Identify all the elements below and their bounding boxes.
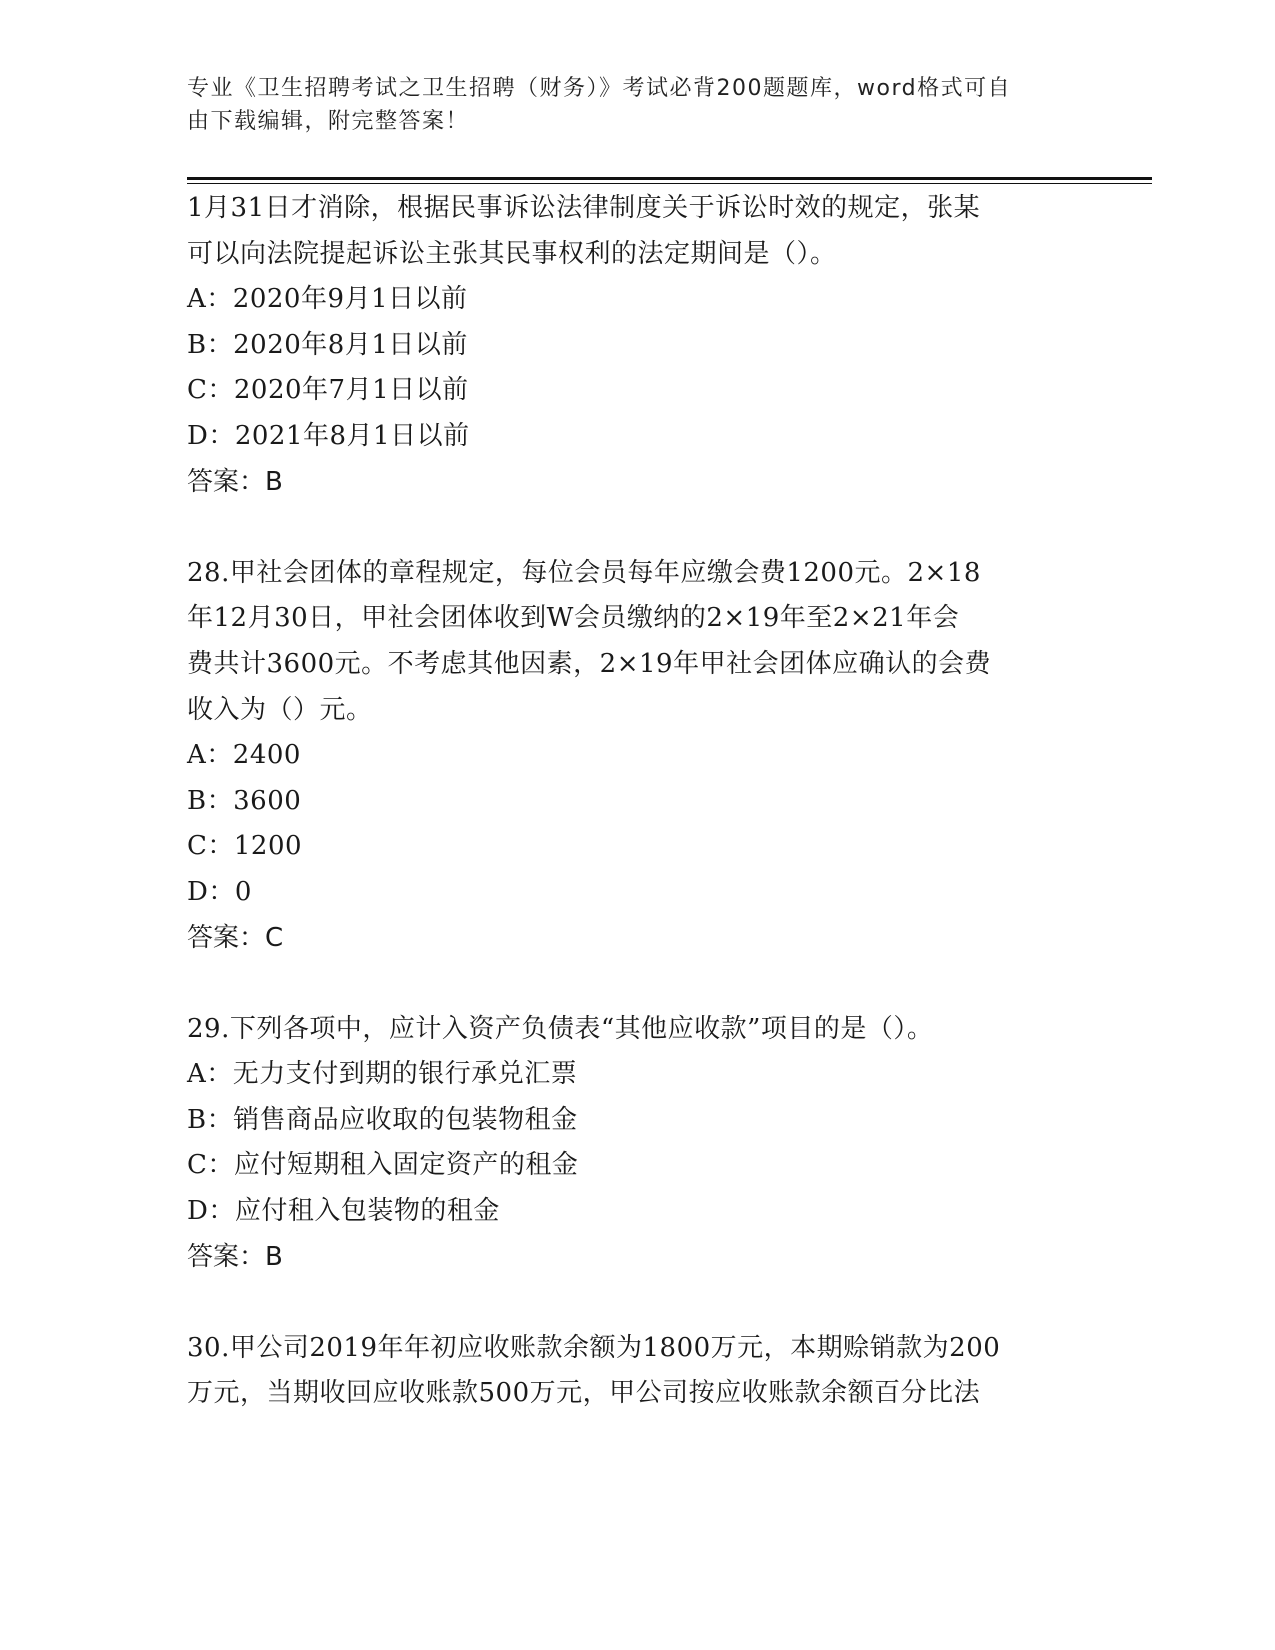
option-b: B：3600	[187, 785, 302, 816]
header-line-2: 由下载编辑，附完整答案！	[187, 109, 470, 134]
option-c: C：2020年7月1日以前	[187, 375, 469, 406]
option-b: B：2020年8月1日以前	[187, 329, 468, 360]
option-d: D：应付租入包装物的租金	[187, 1196, 500, 1227]
question-block	[187, 1007, 1067, 1281]
option-c: C：1200	[187, 831, 303, 862]
header-line-1: 专业《卫生招聘考试之卫生招聘（财务）》考试必背200题题库，word格式可自	[187, 76, 1012, 101]
question-text-line: 费共计3600元。不考虑其他因素，2×19年甲社会团体应确认的会费	[187, 648, 992, 679]
option-a: A：2020年9月1日以前	[187, 284, 468, 315]
question-text-line: 收入为（）元。	[187, 694, 373, 725]
option-a: A：无力支付到期的银行承兑汇票	[187, 1059, 578, 1090]
option-d: D：0	[187, 876, 252, 907]
option-c: C：应付短期租入固定资产的租金	[187, 1150, 579, 1181]
question-block	[187, 186, 1067, 505]
option-b: B：销售商品应收取的包装物租金	[187, 1104, 578, 1135]
question-list	[187, 186, 1067, 1417]
question-text-line: 可以向法院提起诉讼主张其民事权利的法定期间是（）。	[187, 238, 837, 269]
option-d: D：2021年8月1日以前	[187, 420, 470, 451]
spacer	[187, 1280, 1067, 1326]
spacer	[187, 505, 1067, 551]
header-divider-thin	[187, 183, 1152, 184]
document-header	[187, 72, 1067, 138]
header-divider-thick	[187, 177, 1152, 180]
question-text-line: 1月31日才消除，根据民事诉讼法律制度关于诉讼时效的规定，张某	[187, 193, 981, 223]
answer-line: 答案：C	[187, 922, 284, 953]
answer-line: 答案：B	[187, 1241, 283, 1272]
question-block	[187, 551, 1067, 961]
question-text-line: 29.下列各项中，应计入资产负债表“其他应收款”项目的是（）。	[187, 1013, 934, 1044]
question-text-line: 年12月30日，甲社会团体收到W会员缴纳的2×19年至2×21年会	[187, 603, 960, 634]
option-a: A：2400	[187, 740, 301, 771]
question-text-line: 30.甲公司2019年年初应收账款余额为1800万元，本期赊销款为200	[187, 1332, 1001, 1363]
answer-line: 答案：B	[187, 466, 283, 497]
spacer	[187, 961, 1067, 1007]
question-text-line: 万元，当期收回应收账款500万元，甲公司按应收账款余额百分比法	[187, 1378, 981, 1409]
question-text-line: 28.甲社会团体的章程规定，每位会员每年应缴会费1200元。2×18	[187, 557, 981, 588]
question-block	[187, 1326, 1067, 1417]
